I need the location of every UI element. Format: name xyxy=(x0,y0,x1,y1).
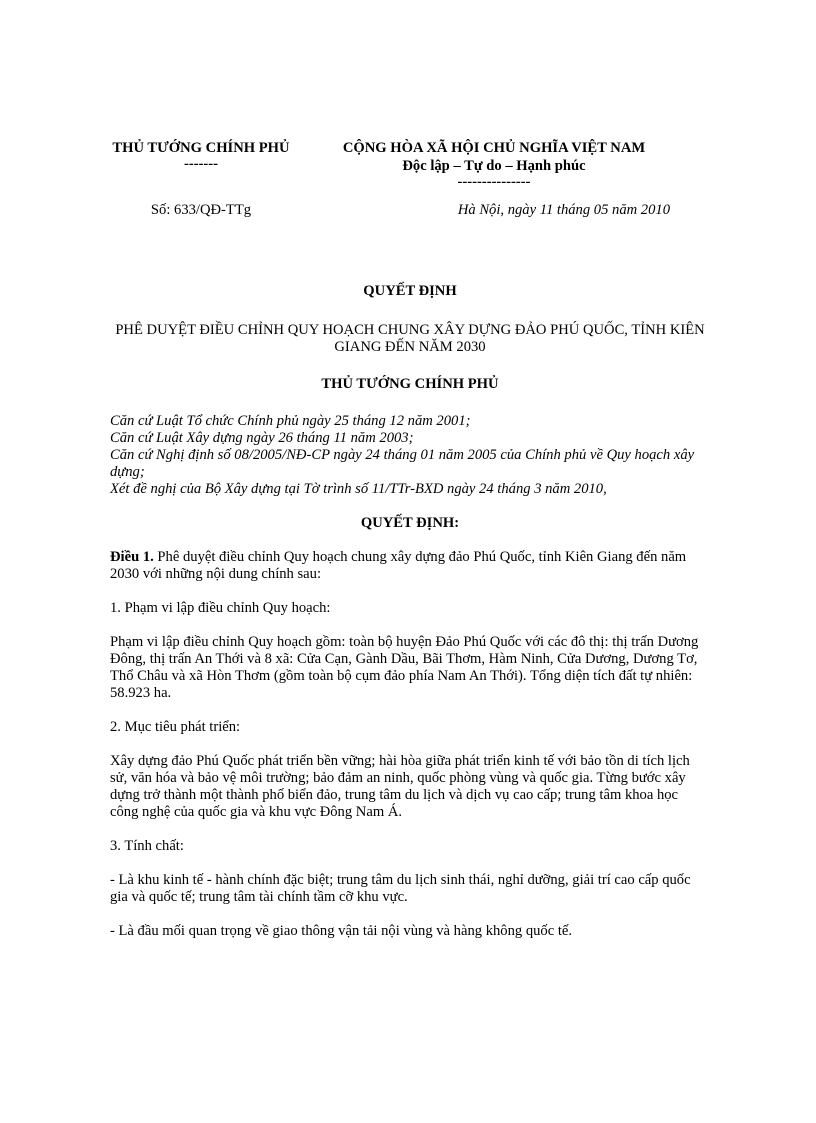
legal-basis-item: Căn cứ Luật Xây dựng ngày 26 tháng 11 năm 2003; xyxy=(110,430,414,446)
document-body xyxy=(110,283,710,940)
issuing-agency: THỦ TƯỚNG CHÍNH PHỦ xyxy=(112,140,290,156)
agency-separator: ------- xyxy=(183,156,219,172)
section-heading: 3. Tính chất: xyxy=(110,838,184,854)
motto: Độc lập – Tự do – Hạnh phúc xyxy=(402,158,586,174)
section-paragraph: Xây dựng đảo Phú Quốc phát triển bền vững; hài hòa giữa phát triển kinh tế với bảo tồn di tích lịch sử, văn hóa và bảo vệ môi trường; bảo đảm an ninh, quốc phòng vùng và quốc gia. Từng bước xây dựng trở thành một thành phố biển đảo, trung tâm du lịch và dịch vụ cao cấp; trung tâm khoa học công nghệ của quốc gia và khu vực Đông Nam Á. xyxy=(110,753,690,820)
section-heading: 1. Phạm vi lập điều chỉnh Quy hoạch: xyxy=(110,600,331,616)
section-heading: 2. Mục tiêu phát triển: xyxy=(110,719,241,735)
document-subtitle: PHÊ DUYỆT ĐIỀU CHỈNH QUY HOẠCH CHUNG XÂY DỰNG ĐẢO PHÚ QUỐC, TỈNH KIÊN GIANG ĐẾN NĂM 2030 xyxy=(115,322,705,355)
document-number: Số: 633/QĐ-TTg xyxy=(150,202,252,218)
legal-basis xyxy=(110,413,710,498)
section-paragraph: - Là khu kinh tế - hành chính đặc biệt; trung tâm du lịch sinh thái, nghỉ dưỡng, giải trí cao cấp quốc gia và quốc tế; trung tâm tài chính tầm cỡ khu vực. xyxy=(110,872,691,905)
article-1-label: Điều 1. xyxy=(110,549,154,565)
section-paragraph: Phạm vi lập điều chỉnh Quy hoạch gồm: toàn bộ huyện Đảo Phú Quốc với các đô thị: thị trấn Dương Đông, thị trấn An Thới và 8 xã: Cửa Cạn, Gành Dầu, Bãi Thơm, Hàm Ninh, Cửa Dương, Dương Tơ, Thổ Châu và xã Hòn Thơm (gồm toàn bộ cụm đảo phía Nam An Thới). Tổng diện tích đất tự nhiên: 58.923 ha. xyxy=(110,634,699,701)
decision-heading: QUYẾT ĐỊNH: xyxy=(360,515,460,531)
place-and-date: Hà Nội, ngày 11 tháng 05 năm 2010 xyxy=(457,202,670,218)
legal-basis-item: Căn cứ Luật Tổ chức Chính phủ ngày 25 tháng 12 năm 2001; xyxy=(110,413,471,429)
motto-separator: --------------- xyxy=(457,174,531,190)
authority-heading: THỦ TƯỚNG CHÍNH PHỦ xyxy=(321,376,499,392)
national-motto-block xyxy=(318,140,670,190)
issuing-agency-block xyxy=(96,140,306,172)
legal-basis-item: Xét đề nghị của Bộ Xây dựng tại Tờ trình số 11/TTr-BXD ngày 24 tháng 3 năm 2010, xyxy=(110,481,607,497)
section-paragraph: - Là đầu mối quan trọng về giao thông vận tải nội vùng và hàng không quốc tế. xyxy=(110,923,573,939)
legal-basis-item: Căn cứ Nghị định số 08/2005/NĐ-CP ngày 24 tháng 01 năm 2005 của Chính phủ về Quy hoạch xây dựng; xyxy=(110,447,695,480)
article-1-text: Phê duyệt điều chỉnh Quy hoạch chung xây dựng đảo Phú Quốc, tỉnh Kiên Giang đến năm 2030 với những nội dung chính sau: xyxy=(110,549,687,582)
document-title: QUYẾT ĐỊNH xyxy=(363,283,457,299)
nation-name: CỘNG HÒA XÃ HỘI CHỦ NGHĨA VIỆT NAM xyxy=(342,140,646,156)
article-1 xyxy=(110,549,710,583)
